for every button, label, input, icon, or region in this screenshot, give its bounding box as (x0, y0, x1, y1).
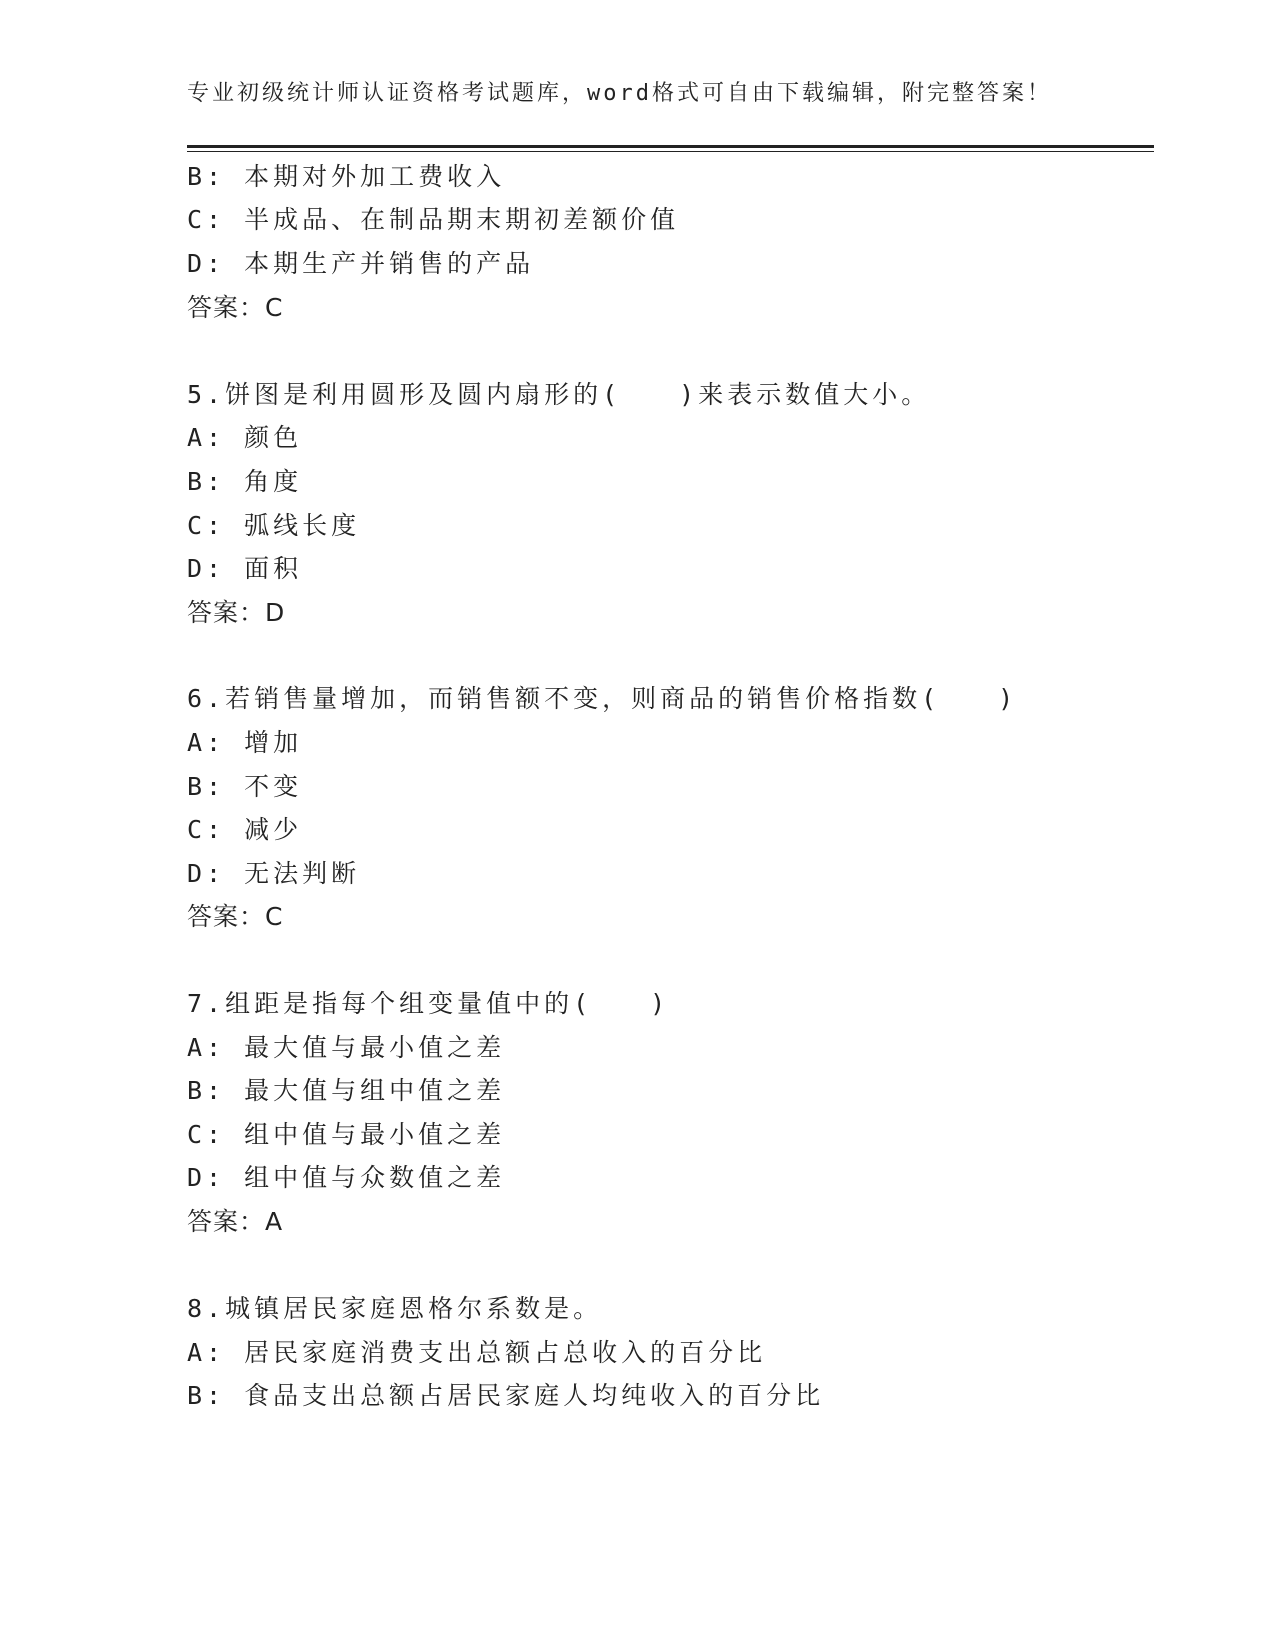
q6-answer: 答案：C (187, 902, 284, 931)
q5-option-d: D: 面积 (187, 554, 303, 583)
q7-option-a: A: 最大值与最小值之差 (187, 1033, 506, 1062)
header-rule-thin (187, 151, 1154, 152)
q4-option-b: B: 本期对外加工费收入 (187, 162, 506, 191)
q5-option-a: A: 颜色 (187, 423, 303, 452)
q7-option-b: B: 最大值与组中值之差 (187, 1076, 506, 1105)
q6-option-a: A: 增加 (187, 728, 303, 757)
q6-option-c: C: 减少 (187, 815, 303, 844)
q8-option-b: B: 食品支出总额占居民家庭人均纯收入的百分比 (187, 1381, 825, 1410)
q8-stem: 8.城镇居民家庭恩格尔系数是。 (187, 1294, 603, 1323)
q5-answer: 答案：D (187, 598, 286, 627)
q7-stem: 7.组距是指每个组变量值中的( ) (187, 989, 670, 1018)
q7-option-d: D: 组中值与众数值之差 (187, 1163, 506, 1192)
page-header: 专业初级统计师认证资格考试题库，word格式可自由下载编辑，附完整答案！ (187, 81, 1052, 106)
q4-answer: 答案：C (187, 293, 284, 322)
q5-stem: 5.饼图是利用圆形及圆内扇形的( )来表示数值大小。 (187, 380, 931, 409)
q6-option-b: B: 不变 (187, 772, 303, 801)
q6-stem: 6.若销售量增加，而销售额不变，则商品的销售价格指数( ) (187, 684, 1018, 713)
q6-option-d: D: 无法判断 (187, 859, 361, 888)
q8-option-a: A: 居民家庭消费支出总额占总收入的百分比 (187, 1338, 767, 1367)
q7-option-c: C: 组中值与最小值之差 (187, 1120, 506, 1149)
q4-option-c: C: 半成品、在制品期末期初差额价值 (187, 205, 680, 234)
q5-option-c: C: 弧线长度 (187, 511, 361, 540)
q5-option-b: B: 角度 (187, 467, 303, 496)
header-rule-thick (187, 145, 1154, 148)
q7-answer: 答案：A (187, 1207, 284, 1236)
q4-option-d: D: 本期生产并销售的产品 (187, 249, 535, 278)
